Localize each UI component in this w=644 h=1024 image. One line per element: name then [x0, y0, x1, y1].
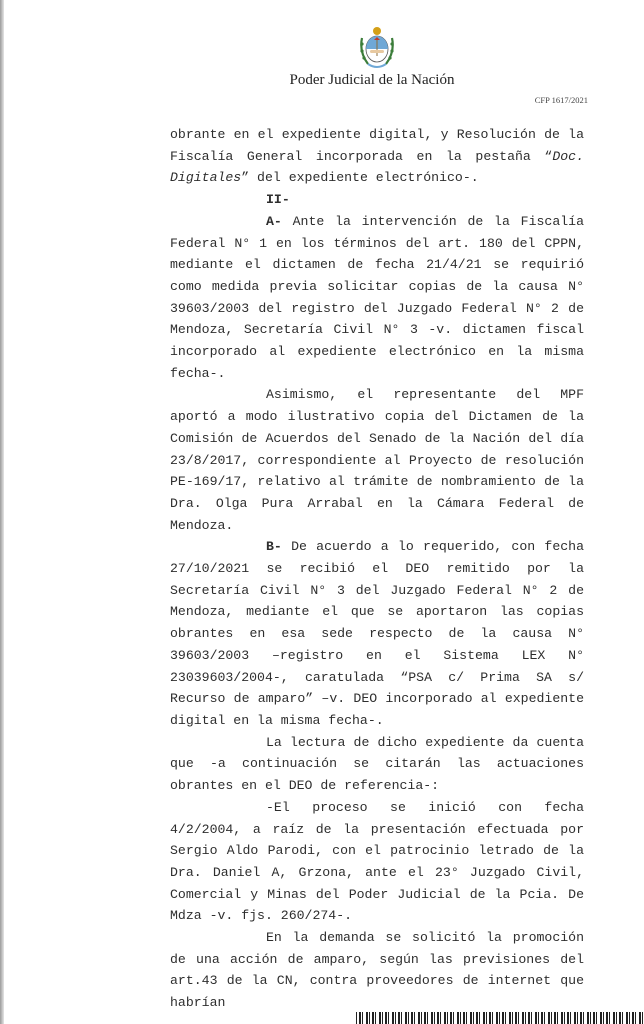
paragraph-b-label: B-: [266, 539, 282, 555]
paragraph-proceso: -El proceso se inició con fecha 4/2/2004, a raíz de la presentación efectuada por Sergio Aldo Parodi, con el patrocinio letrado de la Dra. Daniel A, Grzona, ante el 23° Juzgado Civil, Comercial y Minas del Poder Judicial de la Pcia. De Mdza -v. fjs. 260/274-.: [170, 799, 584, 924]
paragraph-a-label: A-: [266, 213, 282, 229]
barcode-icon: [356, 1012, 644, 1024]
document-body: [170, 124, 584, 1014]
argentina-coat-of-arms-icon: [358, 24, 396, 72]
court-name: Poder Judicial de la Nación: [289, 72, 455, 88]
paragraph-lectura: La lectura de dicho expediente da cuenta que -a continuación se citarán las actuaciones obrantes en el DEO de referencia-:: [170, 734, 584, 794]
paragraph-b: B- De acuerdo a lo requerido, con fecha 27/10/2021 se recibió el DEO remitido por la Secretaría Civil N° 3 del Juzgado Federal N° 2 de Mendoza, mediante el que se aportaron las copias obrantes en esa sede respecto de la causa N° 39603/2003 –registro en el Sistema LEX N° 23039603/2004-, caratulada “PSA c/ Prima SA s/ Recurso de amparo” –v. DEO incorporado al expediente digital en la misma fecha-.: [170, 539, 584, 728]
case-number: CFP 1617/2021: [534, 95, 588, 105]
paragraph-demanda: En la demanda se solicitó la promoción de una acción de amparo, según las previsiones del art.43 de la CN, contra proveedores de internet que habrían: [170, 930, 584, 1011]
paragraph-asimismo: Asimismo, el representante del MPF aportó a modo ilustrativo copia del Dictamen de la Comisión de Acuerdos del Senado de la Nación del día 23/8/2017, correspondiente al Proyecto de resolución PE-169/17, relativo al trámite de nombramiento de la Dra. Olga Pura Arrabal en la Cámara Federal de Mendoza.: [170, 387, 584, 533]
section-heading: II-: [266, 192, 290, 208]
page-edge-shadow: [0, 0, 4, 1024]
paragraph-continuation: obrante en el expediente digital, y Resolución de la Fiscalía General incorporada en la pestaña “Doc. Digitales” del expediente electrónico-.: [170, 127, 584, 186]
paragraph-a: A- Ante la intervención de la Fiscalía Federal N° 1 en los términos del art. 180 del CPPN, mediante el dictamen de fecha 21/4/21 se requirió como medida previa solicitar copias de la causa N° 39603/2003 del registro del Juzgado Federal N° 2 de Mendoza, Secretaría Civil N° 3 -v. dictamen fiscal incorporado al expediente electrónico en la misma fecha-.: [170, 213, 584, 381]
